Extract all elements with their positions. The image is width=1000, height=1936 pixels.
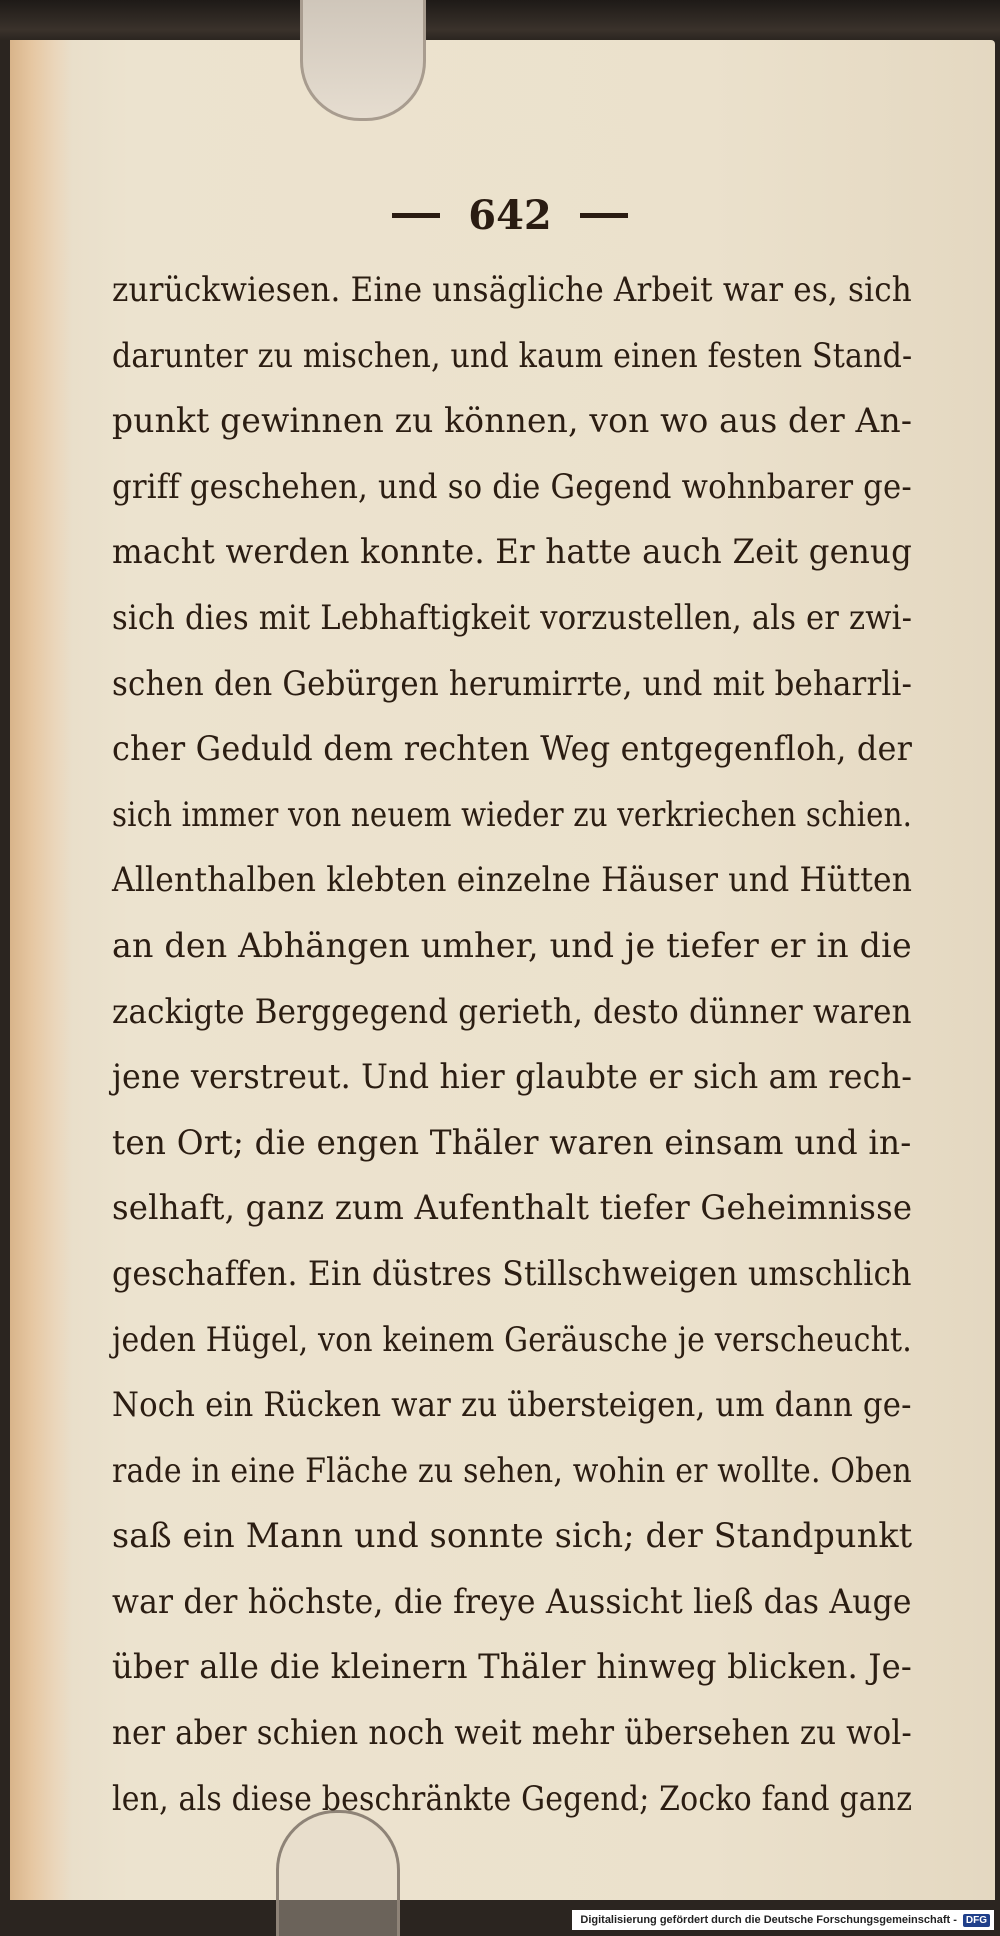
text-line: rade in eine Fläche zu sehen, wohin er wollte. Oben [112, 1450, 912, 1491]
page-gutter-edge [10, 40, 72, 1900]
text-line: jeden Hügel, von keinem Geräusche je verscheucht. [112, 1319, 912, 1360]
text-line: saß ein Mann und sonnte sich; der Standpunkt [112, 1516, 913, 1557]
text-line: über alle die kleinern Thäler hinweg blicken. Je- [112, 1647, 912, 1688]
text-line: sich dies mit Lebhaftigkeit vorzustellen, als er zwi- [112, 597, 913, 638]
page-number: 642 [468, 191, 552, 239]
digitization-credit [572, 1910, 994, 1930]
text-line: selhaft, ganz zum Aufenthalt tiefer Geheimnisse [112, 1188, 913, 1229]
text-line: macht werden konnte. Er hatte auch Zeit genug [112, 532, 913, 573]
text-line: sich immer von neuem wieder zu verkriechen schien. [112, 794, 913, 835]
text-line: cher Geduld dem rechten Weg entgegenfloh, der [112, 729, 913, 770]
page-header [350, 190, 670, 240]
text-line: ner aber schien noch weit mehr übersehen zu wol- [112, 1713, 912, 1754]
header-dash-right [580, 213, 628, 218]
header-dash-left [392, 213, 440, 218]
text-line: schen den Gebürgen herumirrte, und mit beharrli- [112, 663, 913, 704]
text-line: darunter zu mischen, und kaum einen festen Stand- [112, 335, 913, 376]
text-line: Noch ein Rücken war zu übersteigen, um dann ge- [112, 1385, 912, 1426]
dfg-logo: DFG [963, 1914, 990, 1927]
text-line: punkt gewinnen zu können, von wo aus der An- [112, 401, 913, 442]
text-line: war der höchste, die freye Aussicht ließ das Auge [112, 1581, 912, 1622]
text-line: zurückwiesen. Eine unsägliche Arbeit war es, sich [112, 270, 912, 310]
credit-text: Digitalisierung gefördert durch die Deutsche Forschungsgemeinschaft - [580, 1914, 957, 1926]
body-text [112, 258, 912, 1832]
text-line: zackigte Berggegend gerieth, desto dünner waren [112, 991, 912, 1032]
text-line: ten Ort; die engen Thäler waren einsam und in- [112, 1122, 912, 1163]
text-line: len, als diese beschränkte Gegend; Zocko fand ganz [112, 1778, 913, 1819]
text-line: an den Abhängen umher, und je tiefer er in die [112, 925, 912, 966]
page-clip-top [300, 0, 426, 121]
text-line: griff geschehen, und so die Gegend wohnbarer ge- [112, 466, 912, 507]
text-line: Allenthalben klebten einzelne Häuser und Hütten [112, 860, 913, 901]
text-line: jene verstreut. Und hier glaubte er sich am rech- [112, 1057, 913, 1098]
text-line: geschaffen. Ein düstres Stillschweigen umschlich [112, 1253, 912, 1294]
